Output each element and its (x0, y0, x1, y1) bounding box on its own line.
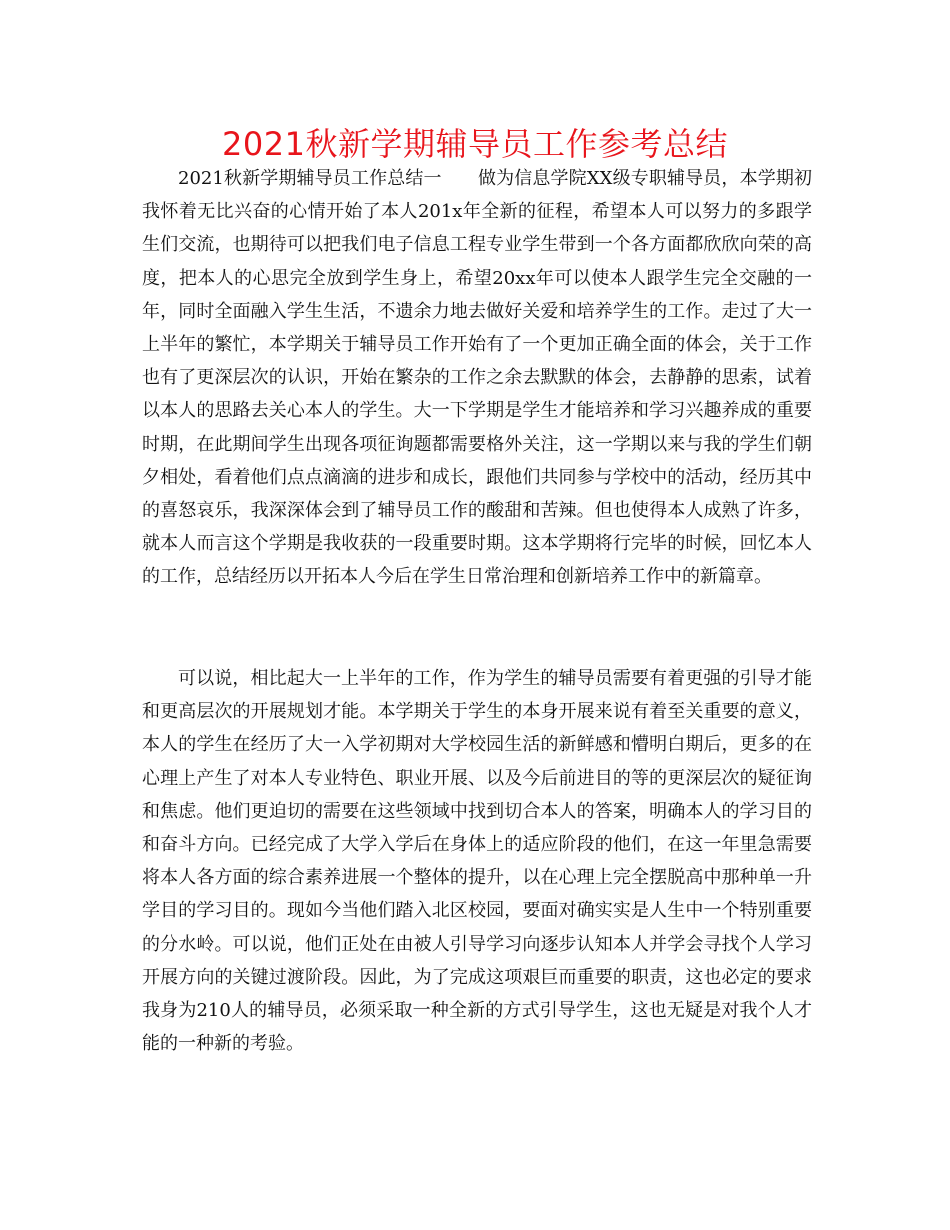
paragraph-1: 2021秋新学期辅导员工作总结一 做为信息学院XX级专职辅导员，本学期初我怀着无比兴奋的心情开始了本人201x年全新的征程，希望本人可以努力的多跟学生们交流，也期待可以把我们电子信息工程专业学生带到一个各方面都欣欣向荣的高度，把本人的心思完全放到学生身上，希望20xx年可以使本人跟学生完全交融的一年，同时全面融入学生生活，不遗余力地去做好关爱和培养学生的工作。走过了大一上半年的繁忙，本学期关于辅导员工作开始有了一个更加正确全面的体会，关于工作也有了更深层次的认识，开始在繁杂的工作之余去默默的体会，去静静的思索，试着以本人的思路去关心本人的学生。大一下学期是学生才能培养和学习兴趣养成的重要时期，在此期间学生出现各项征询题都需要格外关注，这一学期以来与我的学生们朝夕相处，看着他们点点滴滴的进步和成长，跟他们共同参与学校中的活动，经历其中的喜怒哀乐，我深深体会到了辅导员工作的酸甜和苦辣。但也使得本人成熟了许多，就本人而言这个学期是我收获的一段重要时期。这本学期将行完毕的时候，回忆本人的工作，总结经历以开拓本人今后在学生日常治理和创新培养工作中的新篇章。 (142, 168, 812, 588)
document-title: 2021秋新学期辅导员工作参考总结 (222, 125, 728, 163)
paragraph-2: 可以说，相比起大一上半年的工作，作为学生的辅导员需要有着更强的引导才能和更高层次的开展规划才能。本学期关于学生的本身开展来说有着至关重要的意义，本人的学生在经历了大一入学初期对大学校园生活的新鲜感和懵明白期后，更多的在心理上产生了对本人专业特色、职业开展、以及今后前进目的等的更深层次的疑征询和焦虑。他们更迫切的需要在这些领域中找到切合本人的答案，明确本人的学习目的和奋斗方向。已经完成了大学入学后在身体上的适应阶段的他们，在这一年里急需要将本人各方面的综合素养进展一个整体的提升，以在心理上完全摆脱高中那种单一升学目的学习目的。现如今当他们踏入北区校园，要面对确实实是人生中一个特别重要的分水岭。可以说，他们正处在由被人引导学习向逐步认知本人并学会寻找个人学习开展方向的关键过渡阶段。因此，为了完成这项艰巨而重要的职责，这也必定的要求我身为210人的辅导员，必须采取一种全新的方式引导学生，这也无疑是对我个人才能的一种新的考验。 (142, 668, 812, 1055)
